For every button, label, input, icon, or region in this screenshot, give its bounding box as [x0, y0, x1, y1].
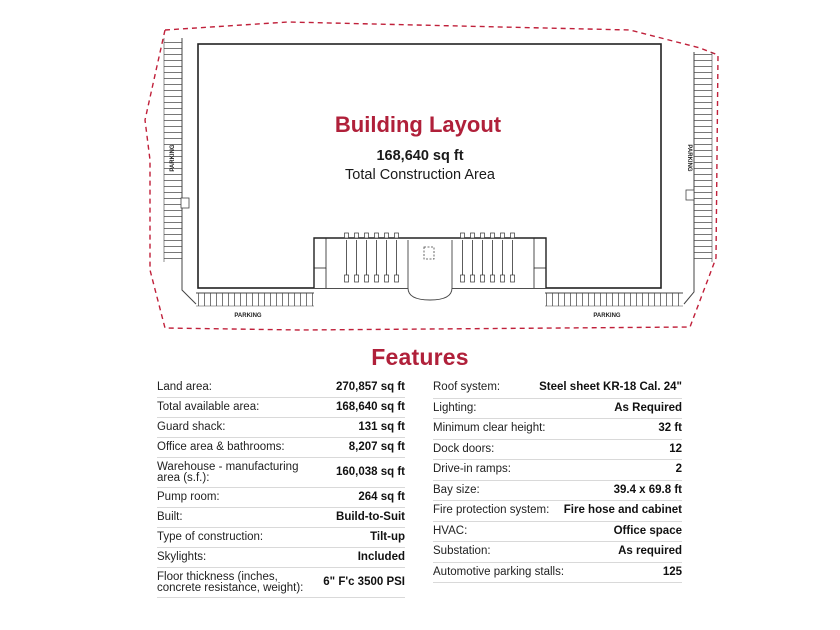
feature-label: Drive-in ramps:: [433, 463, 511, 476]
parking-label-right: PARKING: [686, 144, 692, 172]
drive-in-ramp: [408, 240, 452, 300]
plan-area: 168,640 sq ft: [376, 148, 464, 164]
dock-door: [491, 233, 495, 238]
feature-label: Bay size:: [433, 483, 480, 496]
dock-door: [385, 233, 389, 238]
feature-row: [157, 398, 405, 418]
dock-leveler: [501, 275, 505, 282]
feature-value: Steel sheet KR-18 Cal. 24": [539, 381, 682, 394]
feature-row: [433, 501, 682, 522]
feature-row: [157, 378, 405, 398]
feature-value: As required: [618, 545, 682, 558]
dock-door: [461, 233, 465, 238]
dock-leveler: [481, 275, 485, 282]
feature-value: As Required: [614, 401, 682, 414]
dock-leveler: [395, 275, 399, 282]
feature-row: [433, 563, 682, 584]
feature-label: Skylights:: [157, 551, 207, 563]
parking-label-bottom-left: PARKING: [234, 313, 262, 319]
dock-leveler: [345, 275, 349, 282]
feature-label: Roof system:: [433, 381, 501, 394]
feature-row: [433, 440, 682, 461]
feature-label: Floor thickness (inches, concrete resistance, weight):: [157, 570, 304, 594]
dock-door: [481, 233, 485, 238]
dock-leveler: [491, 275, 495, 282]
feature-row: [157, 458, 405, 488]
feature-row: [433, 399, 682, 420]
feature-value: 6" F'c 3500 PSI: [323, 576, 405, 588]
feature-label: Office area & bathrooms:: [157, 441, 285, 453]
dock-leveler: [385, 275, 389, 282]
parking-strip-bottom-left: [196, 293, 314, 306]
dock-door: [365, 233, 369, 238]
dock-leveler: [365, 275, 369, 282]
feature-label: Built:: [157, 511, 183, 523]
feature-value: 270,857 sq ft: [335, 381, 405, 393]
feature-label: Lighting:: [433, 401, 477, 414]
dock-leveler: [471, 275, 475, 282]
feature-value: 160,038 sq ft: [335, 466, 405, 478]
feature-label: Automotive parking stalls:: [433, 565, 565, 578]
feature-value: 168,640 sq ft: [335, 401, 405, 413]
feature-value: 264 sq ft: [358, 491, 405, 503]
feature-row: [433, 378, 682, 399]
feature-row: [433, 481, 682, 502]
parking-label-bottom-right: PARKING: [593, 313, 621, 319]
features-right-column: [433, 378, 682, 583]
feature-label: Substation:: [433, 545, 491, 558]
features-left-column: [157, 378, 405, 598]
dock-door: [355, 233, 359, 238]
features-title: Features: [371, 344, 469, 370]
plan-area-caption: Total Construction Area: [345, 167, 495, 183]
feature-label: Fire protection system:: [433, 504, 550, 517]
parking-label-left: PARKING: [170, 144, 176, 172]
dock-door: [501, 233, 505, 238]
feature-label: HVAC:: [433, 524, 468, 537]
feature-label: Land area:: [157, 381, 212, 393]
dock-leveler: [355, 275, 359, 282]
dock-leveler: [461, 275, 465, 282]
feature-row: [157, 528, 405, 548]
feature-row: [157, 548, 405, 568]
feature-row: [157, 438, 405, 458]
feature-row: [433, 542, 682, 563]
feature-value: 32 ft: [658, 422, 682, 435]
feature-value: 125: [662, 565, 682, 578]
dock-door: [511, 233, 515, 238]
feature-value: Fire hose and cabinet: [563, 504, 682, 517]
feature-row: [433, 460, 682, 481]
feature-row: [157, 508, 405, 528]
feature-label: Minimum clear height:: [433, 422, 546, 435]
parking-strip-bottom-right: [545, 293, 683, 306]
feature-label: Guard shack:: [157, 421, 226, 433]
dock-door: [395, 233, 399, 238]
feature-value: 8,207 sq ft: [348, 441, 405, 453]
dock-leveler: [511, 275, 515, 282]
dock-leveler: [375, 275, 379, 282]
plan-title: Building Layout: [334, 112, 502, 137]
dock-door: [375, 233, 379, 238]
feature-value: Office space: [613, 524, 682, 537]
parking-strip-left: [164, 38, 196, 304]
feature-label: Dock doors:: [433, 442, 495, 455]
feature-label: Total available area:: [157, 401, 260, 413]
dock-door: [471, 233, 475, 238]
feature-value: 39.4 x 69.8 ft: [613, 483, 682, 496]
feature-label: Pump room:: [157, 491, 220, 503]
feature-value: 12: [669, 442, 682, 455]
feature-value: Included: [357, 551, 405, 563]
dock-door: [345, 233, 349, 238]
feature-row: [433, 522, 682, 543]
feature-row: [157, 568, 405, 598]
feature-row: [433, 419, 682, 440]
feature-value: Tilt-up: [370, 531, 405, 543]
feature-label: Type of construction:: [157, 531, 264, 543]
feature-row: [157, 488, 405, 508]
feature-value: Build-to-Suit: [336, 511, 405, 523]
parking-strip-right: [684, 52, 712, 304]
feature-value: 2: [675, 463, 682, 476]
feature-row: [157, 418, 405, 438]
feature-label: Warehouse - manufacturing area (s.f.):: [157, 460, 299, 484]
feature-value: 131 sq ft: [358, 421, 405, 433]
